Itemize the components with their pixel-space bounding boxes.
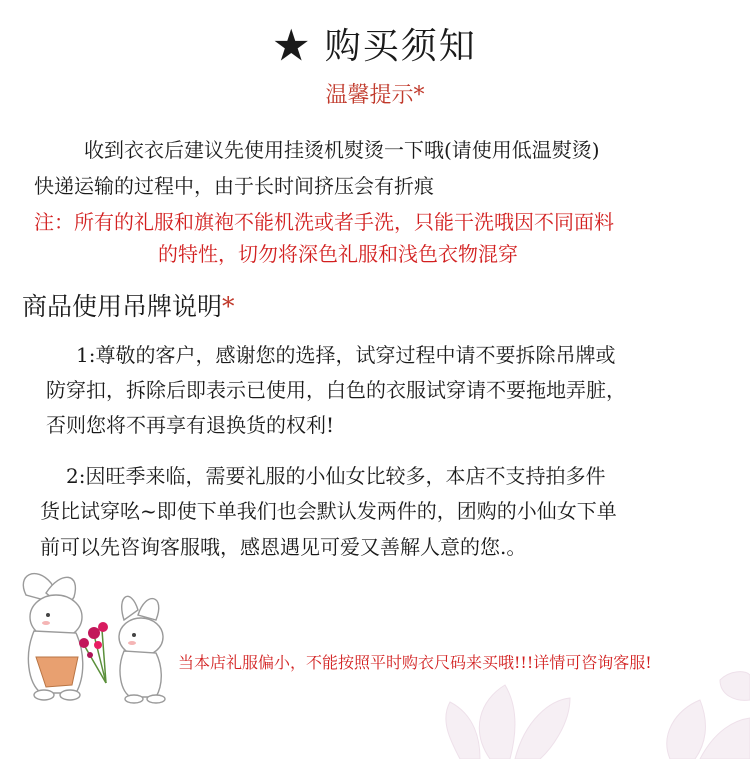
subtitle-mark: * bbox=[413, 83, 425, 108]
size-notice: 当本店礼服偏小，不能按照平时购衣尺码来买哦!!!详情可咨询客服! bbox=[178, 653, 652, 672]
warning-line: 的特性，切勿将深色礼服和浅色衣物混穿 bbox=[158, 242, 518, 266]
section-title-text: 商品使用吊牌说明 bbox=[22, 292, 223, 321]
rabbits-illustration bbox=[6, 565, 176, 705]
page-title: ★ 购买须知 bbox=[273, 26, 477, 67]
care-line: 快递运输的过程中，由于长时间挤压会有折痕 bbox=[34, 174, 434, 198]
notice-line: 前可以先咨询客服哦，感恩遇见可爱又善解人意的您.。 bbox=[40, 535, 527, 559]
tag-note-line: 1:尊敬的客户，感谢您的选择，试穿过程中请不要拆除吊牌或 bbox=[76, 343, 616, 367]
section-title-mark: * bbox=[222, 292, 235, 321]
subtitle bbox=[0, 78, 750, 109]
warning-line: 注：所有的礼服和旗袍不能机洗或者手洗，只能干洗哦因不同面料 bbox=[34, 210, 614, 234]
flower-bouquet-icon bbox=[79, 622, 108, 683]
subtitle-text: 温馨提示 bbox=[325, 83, 414, 108]
care-line: 收到衣衣后建议先使用挂烫机熨烫一下哦(请使用低温熨烫) bbox=[84, 138, 600, 162]
section-title bbox=[22, 287, 235, 323]
rabbit-icon bbox=[119, 596, 165, 703]
notice-line: 2:因旺季来临，需要礼服的小仙女比较多，本店不支持拍多件 bbox=[66, 464, 606, 488]
tag-note-line: 否则您将不再享有退换货的权利! bbox=[46, 413, 335, 437]
notice-line: 货比试穿吆~即使下单我们也会默认发两件的，团购的小仙女下单 bbox=[40, 499, 617, 523]
tag-note-line: 防穿扣，拆除后即表示已使用，白色的衣服试穿请不要拖地弄脏， bbox=[46, 378, 626, 402]
